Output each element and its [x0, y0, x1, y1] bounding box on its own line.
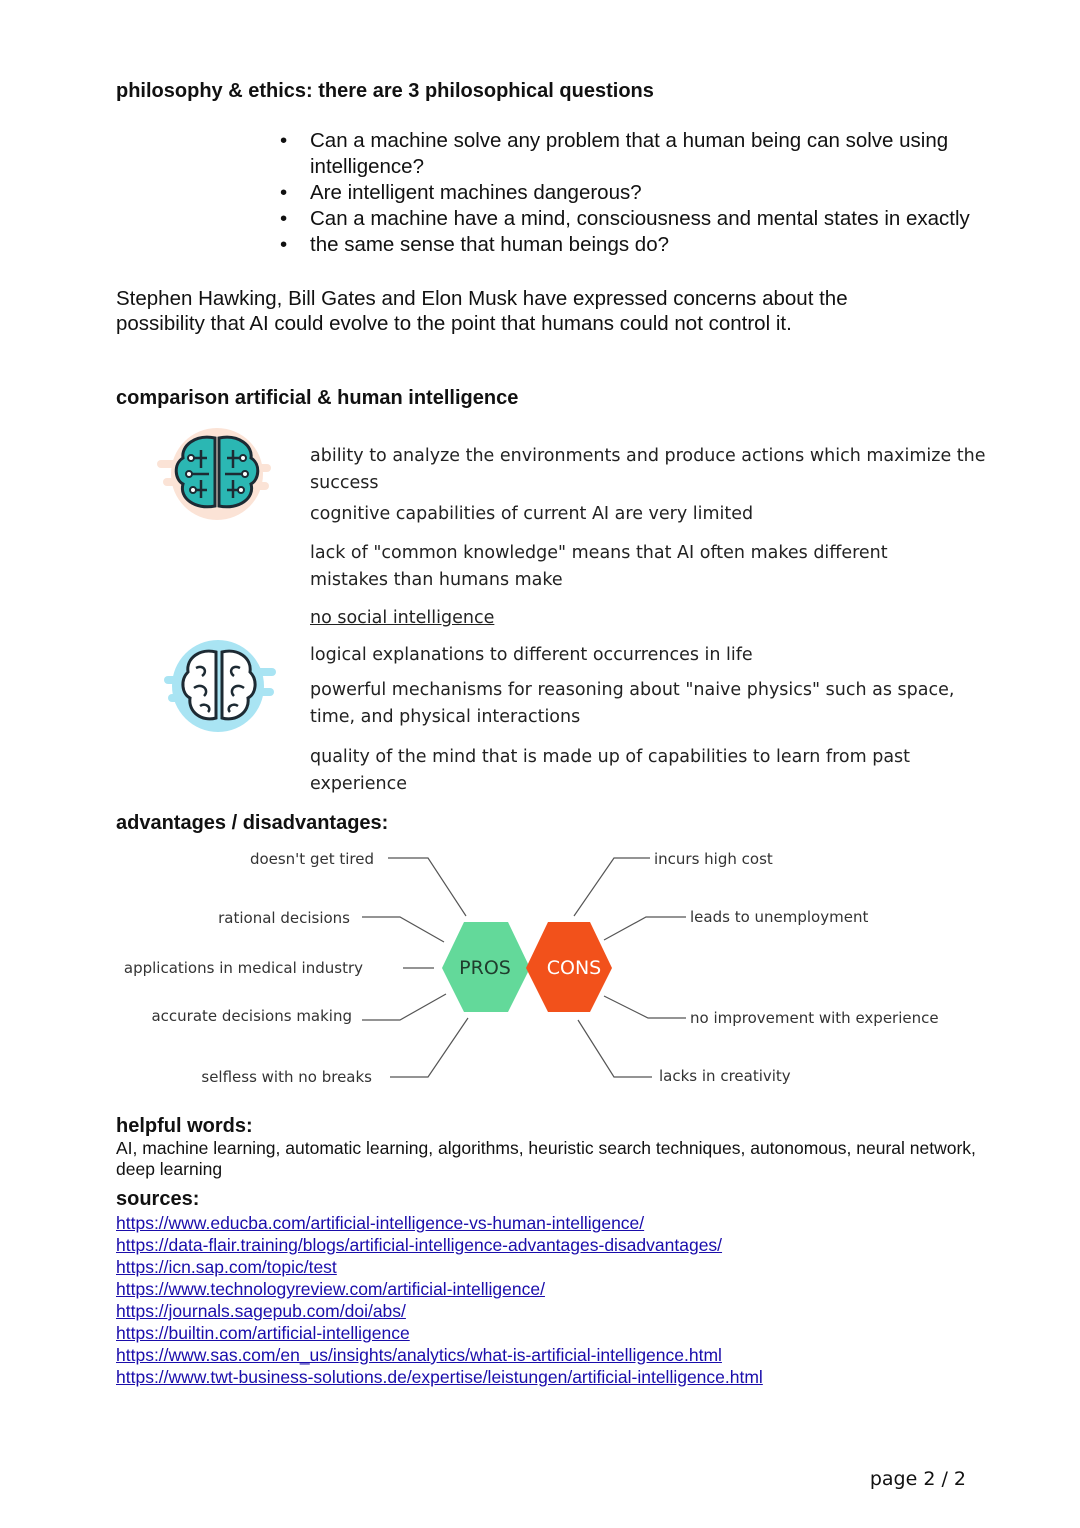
cons-label: CONS	[546, 957, 602, 979]
con-label: lacks in creativity	[659, 1067, 791, 1085]
philosophy-heading: philosophy & ethics: there are 3 philosophical questions	[116, 80, 654, 102]
source-link[interactable]: https://data-flair.training/blogs/artificial-intelligence-advantages-disadvantages/	[116, 1235, 723, 1255]
human-point: quality of the mind that is made up of capabilities to learn from past experience	[310, 747, 911, 794]
connector-line	[578, 1020, 652, 1077]
human-brain-icon	[160, 636, 280, 736]
pro-label: selfless with no breaks	[201, 1068, 372, 1086]
pro-label: accurate decisions making	[151, 1007, 352, 1025]
human-point: logical explanations to different occurrences in life	[310, 645, 753, 665]
source-link[interactable]: https://icn.sap.com/topic/test	[116, 1257, 337, 1277]
pro-label: applications in medical industry	[123, 959, 363, 977]
question-text: Can a machine have a mind, consciousness and mental states in exactly the same sense that human beings do?	[310, 207, 970, 256]
source-link[interactable]: https://www.technologyreview.com/artificial-intelligence/	[116, 1279, 545, 1299]
connector-line	[388, 858, 466, 916]
question-item	[280, 180, 980, 206]
con-label: no improvement with experience	[690, 1009, 939, 1027]
con-label: incurs high cost	[654, 850, 773, 868]
source-link[interactable]: https://www.twt-business-solutions.de/expertise/leistungen/artificial-intelligence.html	[116, 1367, 763, 1387]
ai-point: no social intelligence	[310, 608, 495, 628]
question-item	[280, 128, 980, 180]
sources-heading: sources:	[116, 1188, 200, 1210]
connector-line	[362, 994, 446, 1020]
connector-line	[362, 917, 444, 942]
bullet-dot: •	[280, 181, 288, 204]
source-link[interactable]: https://builtin.com/artificial-intelligence	[116, 1323, 410, 1343]
source-link[interactable]: https://www.educba.com/artificial-intelligence-vs-human-intelligence/	[116, 1213, 645, 1233]
pro-label: rational decisions	[218, 909, 350, 927]
advantages-heading: advantages / disadvantages:	[116, 812, 389, 834]
source-link[interactable]: https://journals.sagepub.com/doi/abs/	[116, 1301, 406, 1321]
pro-label: doesn't get tired	[249, 850, 374, 868]
connector-line	[604, 996, 686, 1018]
con-label: leads to unemployment	[690, 908, 869, 926]
source-link[interactable]: https://www.sas.com/en_us/insights/analytics/what-is-artificial-intelligence.html	[116, 1345, 722, 1365]
sources-list	[116, 1212, 763, 1388]
bullet-dot: •	[280, 233, 288, 256]
ai-brain-icon	[155, 424, 275, 524]
connector-line	[604, 917, 686, 940]
ai-point: lack of "common knowledge" means that AI often makes different mistakes than humans make	[310, 543, 888, 590]
connector-line	[574, 858, 650, 916]
ai-point: cognitive capabilities of current AI are very limited	[310, 504, 754, 524]
pros-label: PROS	[459, 957, 511, 979]
concern-paragraph: Stephen Hawking, Bill Gates and Elon Musk have expressed concerns about the possibility that AI could evolve to the point that humans could not control it.	[116, 287, 848, 335]
bullet-dot: •	[280, 207, 288, 230]
question-text: Can a machine solve any problem that a human being can solve using intelligence?	[310, 129, 949, 178]
question-list	[280, 128, 980, 258]
helpful-words-heading: helpful words:	[116, 1115, 253, 1137]
question-text: Are intelligent machines dangerous?	[310, 181, 642, 204]
bullet-dot: •	[280, 129, 288, 152]
page-number: page 2 / 2	[869, 1468, 966, 1490]
question-item	[280, 206, 970, 258]
comparison-heading: comparison artificial & human intelligence	[116, 387, 519, 409]
helpful-words-text: AI, machine learning, automatic learning, algorithms, heuristic search techniques, autonomous, neural network, deep learning	[116, 1138, 976, 1179]
connector-line	[390, 1018, 468, 1077]
human-point: powerful mechanisms for reasoning about "naive physics" such as space, time, and physical interactions	[310, 680, 955, 727]
ai-point: ability to analyze the environments and produce actions which maximize the success	[310, 446, 986, 493]
